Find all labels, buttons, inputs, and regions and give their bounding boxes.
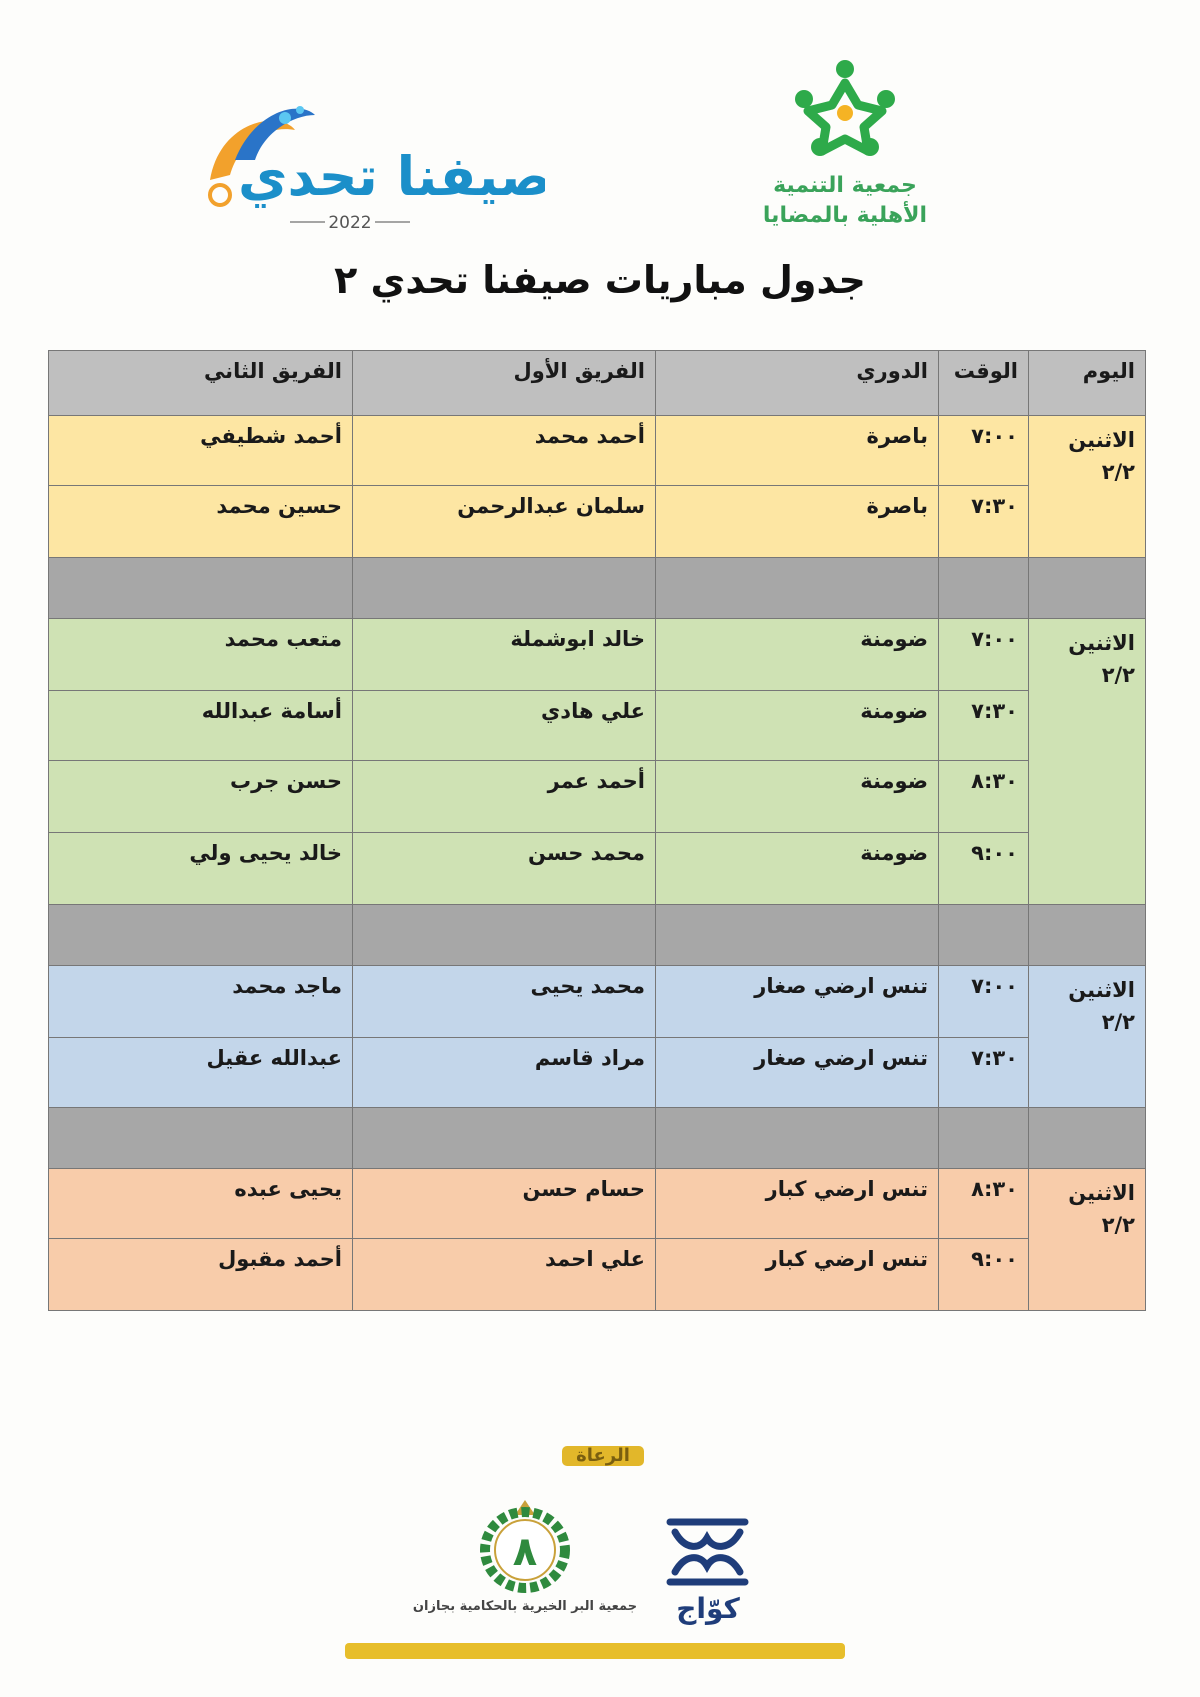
time-cell: ٧:٠٠ — [939, 619, 1029, 691]
time-cell: ٧:٠٠ — [939, 416, 1029, 486]
team1-cell: حسام حسن — [353, 1169, 656, 1239]
sponsors-label: الرعاة — [562, 1446, 644, 1466]
table-row — [49, 619, 1146, 691]
day-cell — [1029, 966, 1146, 1108]
league-cell: ضومنة — [656, 691, 939, 761]
header-team1: الفريق الأول — [353, 351, 656, 416]
league-cell: باصرة — [656, 486, 939, 558]
league-cell: باصرة — [656, 416, 939, 486]
time-cell: ٨:٣٠ — [939, 1169, 1029, 1239]
svg-text:٨: ٨ — [512, 1529, 538, 1575]
time-cell: ٧:٣٠ — [939, 691, 1029, 761]
wreath-emblem-icon — [465, 1495, 585, 1595]
time-cell: ٨:٣٠ — [939, 761, 1029, 833]
league-cell: تنس ارضي كبار — [656, 1169, 939, 1239]
team2-cell: يحيى عبده — [49, 1169, 353, 1239]
time-cell: ٩:٠٠ — [939, 1239, 1029, 1311]
bottom-bar — [345, 1643, 845, 1659]
table-row — [49, 416, 1146, 486]
separator-row — [49, 1108, 1146, 1169]
people-star-icon — [790, 55, 900, 165]
team1-cell: علي هادي — [353, 691, 656, 761]
kawaj-emblem-icon — [660, 1510, 755, 1630]
team2-cell: أسامة عبدالله — [49, 691, 353, 761]
sifna-tahaddi-logo — [200, 100, 545, 240]
day-cell — [1029, 416, 1146, 558]
day-name: الاثنين — [1068, 631, 1135, 655]
logo-year: 2022 — [328, 213, 372, 233]
team2-cell: حسن جرب — [49, 761, 353, 833]
time-cell: ٧:٠٠ — [939, 966, 1029, 1038]
separator-row — [49, 905, 1146, 966]
time-cell: ٧:٣٠ — [939, 1038, 1029, 1108]
team2-cell: أحمد مقبول — [49, 1239, 353, 1311]
header-time: الوقت — [939, 351, 1029, 416]
team1-cell: أحمد محمد — [353, 416, 656, 486]
charity-association-logo — [405, 1495, 645, 1630]
team1-cell: محمد يحيى — [353, 966, 656, 1038]
day-date: ٢/٢ — [1101, 663, 1135, 687]
league-cell: تنس ارضي صغار — [656, 1038, 939, 1108]
league-cell: تنس ارضي كبار — [656, 1239, 939, 1311]
charity-caption: جمعية البر الخيرية بالحكامية بجازان — [412, 1599, 638, 1614]
team1-cell: سلمان عبدالرحمن — [353, 486, 656, 558]
day-name: الاثنين — [1068, 978, 1135, 1002]
day-date: ٢/٢ — [1101, 1010, 1135, 1034]
header-team2: الفريق الثاني — [49, 351, 353, 416]
table-row — [49, 1169, 1146, 1239]
org-name-line2: الأهلية بالمضايا — [762, 203, 928, 228]
league-cell: تنس ارضي صغار — [656, 966, 939, 1038]
team1-cell: علي احمد — [353, 1239, 656, 1311]
table-row — [49, 691, 1146, 761]
header-day: اليوم — [1029, 351, 1146, 416]
league-cell: ضومنة — [656, 761, 939, 833]
day-name: الاثنين — [1068, 1181, 1135, 1205]
kawaj-wordmark: كوّاج — [676, 1592, 740, 1625]
table-row — [49, 833, 1146, 905]
org-name-line1: جمعية التنمية — [773, 173, 917, 198]
day-name: الاثنين — [1068, 428, 1135, 452]
day-cell — [1029, 1169, 1146, 1311]
header-league: الدوري — [656, 351, 939, 416]
table-row — [49, 1239, 1146, 1311]
table-row — [49, 486, 1146, 558]
team2-cell: حسين محمد — [49, 486, 353, 558]
separator-row — [49, 558, 1146, 619]
schedule-table — [48, 350, 1146, 1311]
team1-cell: محمد حسن — [353, 833, 656, 905]
team2-cell: ماجد محمد — [49, 966, 353, 1038]
time-cell: ٧:٣٠ — [939, 486, 1029, 558]
day-date: ٢/٢ — [1101, 460, 1135, 484]
kawaj-logo — [660, 1510, 755, 1630]
team2-cell: متعب محمد — [49, 619, 353, 691]
table-row — [49, 1038, 1146, 1108]
team1-cell: خالد ابوشملة — [353, 619, 656, 691]
team1-cell: مراد قاسم — [353, 1038, 656, 1108]
league-cell: ضومنة — [656, 619, 939, 691]
day-date: ٢/٢ — [1101, 1213, 1135, 1237]
team2-cell: خالد يحيى ولي — [49, 833, 353, 905]
team2-cell: عبدالله عقيل — [49, 1038, 353, 1108]
logo-wordmark: صيفنا تحدي — [237, 145, 545, 208]
page-title: جدول مباريات صيفنا تحدي ٢ — [334, 258, 866, 302]
team2-cell: أحمد شطيفي — [49, 416, 353, 486]
league-cell: ضومنة — [656, 833, 939, 905]
day-cell — [1029, 619, 1146, 905]
tanmia-association-logo — [750, 55, 940, 245]
table-row — [49, 966, 1146, 1038]
table-header-row — [49, 351, 1146, 416]
time-cell: ٩:٠٠ — [939, 833, 1029, 905]
team1-cell: أحمد عمر — [353, 761, 656, 833]
table-row — [49, 761, 1146, 833]
